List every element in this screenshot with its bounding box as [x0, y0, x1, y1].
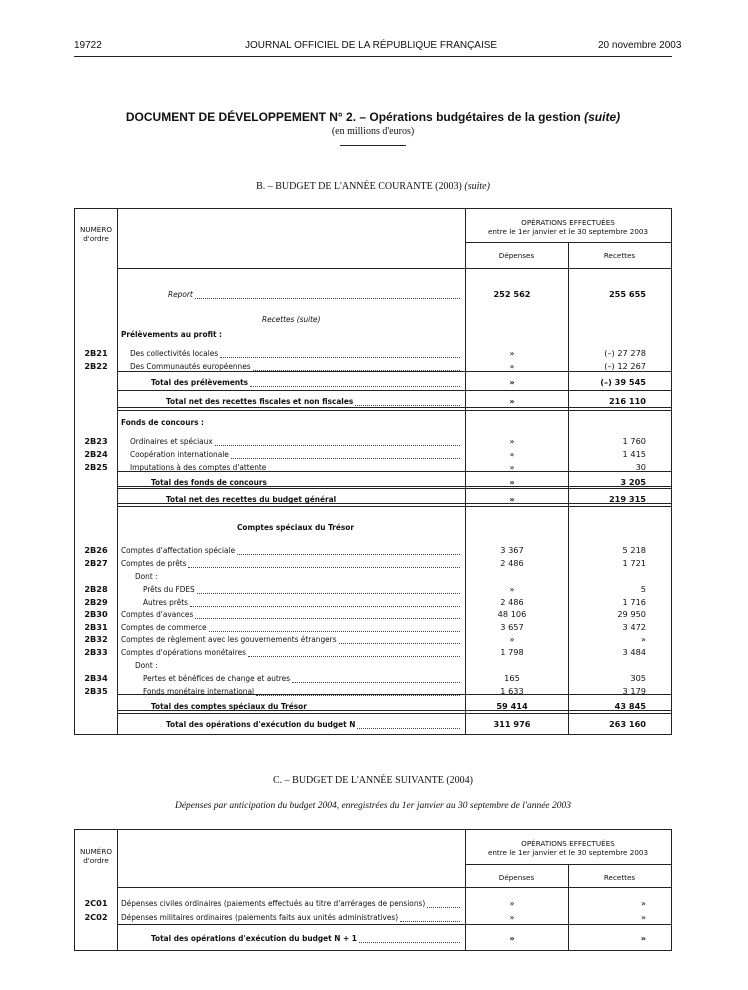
dotted-leader [220, 357, 460, 358]
depenses-header-c: Dépenses [498, 873, 535, 882]
recettes-value: 43 845 [614, 701, 646, 711]
operations-header [465, 218, 671, 236]
depenses-value: » [509, 912, 515, 922]
dotted-leader [250, 386, 460, 387]
recettes-value: 5 218 [622, 545, 646, 555]
dotted-leader [427, 907, 460, 908]
ordre-label: d'ordre [83, 234, 109, 243]
section-c-subtitle: Dépenses par anticipation du budget 2004, enregistrées du 1er janvier au 30 septembre de l'année 2003 [174, 801, 572, 811]
separator [117, 486, 671, 487]
row-label: Total des fonds de concours [151, 477, 267, 487]
depenses-value: » [509, 361, 515, 371]
table-b-subhead-rule [465, 242, 671, 243]
recettes-value: 3 484 [622, 647, 646, 657]
depenses-value: 1 798 [500, 647, 524, 657]
depenses-value: 48 106 [497, 609, 527, 619]
recettes-value: 263 160 [608, 719, 646, 729]
row-label: Fonds de concours : [121, 417, 204, 427]
row-code: 2B32 [84, 634, 108, 644]
page-date: 20 novembre 2003 [598, 40, 682, 51]
dotted-leader [197, 593, 460, 594]
dotted-leader [195, 298, 460, 299]
row-code: 2B25 [84, 462, 108, 472]
depenses-value: » [509, 477, 515, 487]
row-code: 2B24 [84, 449, 108, 459]
depenses-value: » [509, 377, 515, 387]
depenses-value: » [509, 898, 515, 908]
depenses-value: » [509, 449, 515, 459]
separator [117, 371, 671, 372]
row-label: Comptes de règlement avec les gouvernements étrangers [121, 634, 337, 644]
dotted-leader [215, 445, 460, 446]
section-b-heading [74, 181, 672, 192]
row-label: Comptes spéciaux du Trésor [237, 522, 354, 532]
row-label: Coopération internationale [130, 449, 229, 459]
row-code: 2C01 [84, 898, 108, 908]
depenses-value: » [509, 494, 515, 504]
dotted-leader [248, 656, 460, 657]
depenses-value: 3 367 [500, 545, 524, 555]
row-code: 2B33 [84, 647, 108, 657]
recettes-value: 219 315 [608, 494, 646, 504]
row-code: 2B35 [84, 686, 108, 696]
recettes-value: 255 655 [608, 289, 646, 299]
section-b-heading-text: B. – BUDGET DE L'ANNÉE COURANTE (2003) [256, 181, 462, 192]
dotted-leader [231, 458, 460, 459]
row-label: Total des opérations d'exécution du budget N + 1 [151, 933, 357, 943]
row-code: 2B28 [84, 584, 108, 594]
row-label: Dont : [135, 571, 158, 581]
title-rule [340, 145, 406, 146]
recettes-value: 29 950 [617, 609, 646, 619]
recettes-value: » [640, 933, 646, 943]
separator [117, 924, 671, 925]
separator [117, 694, 671, 695]
row-label: Dépenses militaires ordinaires (paiements faits aux unités administratives) [121, 912, 399, 922]
numero-label: NUMÉRO [79, 847, 113, 856]
period-label: entre le 1er janvier et le 30 septembre 2003 [487, 848, 649, 857]
table-c-subhead-rule [465, 864, 671, 865]
row-code: 2C02 [84, 912, 108, 922]
depenses-value: » [509, 933, 515, 943]
recettes-value: 1 415 [622, 449, 646, 459]
dotted-leader [209, 631, 460, 632]
depenses-value: 2 486 [500, 558, 524, 568]
separator [117, 506, 671, 507]
depenses-value: » [509, 348, 515, 358]
row-label: Recettes (suite) [262, 314, 321, 324]
row-code: 2B29 [84, 597, 108, 607]
row-label: Prêts du FDES [143, 584, 195, 594]
recettes-value: (–) 39 545 [600, 377, 646, 387]
row-label: Comptes de commerce [121, 622, 207, 632]
row-code: 2B26 [84, 545, 108, 555]
dotted-leader [357, 728, 460, 729]
row-label: Ordinaires et spéciaux [130, 436, 213, 446]
row-label: Total net des recettes fiscales et non fiscales [166, 396, 354, 406]
recettes-value: (–) 12 267 [604, 361, 646, 371]
separator [117, 488, 671, 489]
dotted-leader [355, 405, 460, 406]
dotted-leader [359, 942, 460, 943]
separator [117, 390, 671, 391]
row-code: 2B22 [84, 361, 108, 371]
recettes-value: » [640, 634, 646, 644]
section-c-heading: C. – BUDGET DE L'ANNÉE SUIVANTE (2004) [272, 775, 474, 786]
row-label: Total des opérations d'exécution du budget N [166, 719, 356, 729]
depenses-header: Dépenses [498, 251, 535, 260]
row-code: 2B27 [84, 558, 108, 568]
row-label: Comptes de prêts [121, 558, 187, 568]
numero-header [76, 225, 116, 243]
recettes-value: 3 179 [622, 686, 646, 696]
depenses-value: 165 [504, 673, 520, 683]
depenses-value: 59 414 [496, 701, 528, 711]
row-label: Pertes et bénéfices de change et autres [143, 673, 291, 683]
document-title [74, 110, 672, 124]
recettes-value: 5 [640, 584, 646, 594]
row-label: Comptes d'affectation spéciale [121, 545, 236, 555]
depenses-value: » [509, 584, 515, 594]
recettes-value: 3 472 [622, 622, 646, 632]
recettes-header-c: Recettes [603, 873, 636, 882]
period-label: entre le 1er janvier et le 30 septembre 2003 [487, 227, 649, 236]
row-label: Des Communautés européennes [130, 361, 251, 371]
separator [117, 710, 671, 711]
row-label: Report [168, 289, 193, 299]
row-label: Autres prêts [143, 597, 188, 607]
depenses-value: » [509, 462, 515, 472]
row-code: 2B34 [84, 673, 108, 683]
recettes-value: 305 [630, 673, 646, 683]
separator [117, 503, 671, 504]
journal-title: JOURNAL OFFICIEL DE LA RÉPUBLIQUE FRANÇAISE [245, 40, 498, 51]
row-label: Fonds monétaire international [143, 686, 255, 696]
recettes-value: 1 716 [622, 597, 646, 607]
row-label: Dépenses civiles ordinaires (paiements effectués au titre d'arrérages de pensions) [121, 898, 426, 908]
unit-note: (en millions d'euros) [331, 126, 415, 137]
row-label: Des collectivités locales [130, 348, 219, 358]
row-label: Dont : [135, 660, 158, 670]
row-label: Total des prélèvements [151, 377, 248, 387]
table-c-code-divider [117, 829, 118, 950]
dotted-leader [256, 695, 460, 696]
depenses-value: » [509, 396, 515, 406]
depenses-value: » [509, 436, 515, 446]
table-c-head-rule [117, 887, 671, 888]
recettes-value: 216 110 [608, 396, 646, 406]
ordre-label: d'ordre [83, 856, 109, 865]
recettes-value: » [640, 898, 646, 908]
operations-label: OPÉRATIONS EFFECTUÉES [521, 839, 615, 848]
section-b-heading-suite: (suite) [464, 181, 490, 192]
row-label: Total net des recettes du budget général [166, 494, 337, 504]
depenses-value: 1 633 [500, 686, 524, 696]
page-number: 19722 [74, 40, 102, 51]
dotted-leader [237, 554, 460, 555]
separator [117, 471, 671, 472]
row-label: Imputations à des comptes d'attente [130, 462, 267, 472]
dotted-leader [292, 682, 460, 683]
depenses-value: 311 976 [493, 719, 531, 729]
recettes-value: 1 721 [622, 558, 646, 568]
row-code: 2B30 [84, 609, 108, 619]
recettes-value: 3 205 [620, 477, 646, 487]
depenses-value: 3 657 [500, 622, 524, 632]
table-b-head-rule [117, 268, 671, 269]
operations-header-c [465, 839, 671, 857]
separator [117, 713, 671, 714]
numero-label: NUMÉRO [79, 225, 113, 234]
row-label: Prélèvements au profit : [121, 329, 223, 339]
recettes-value: » [640, 912, 646, 922]
depenses-value: » [509, 634, 515, 644]
dotted-leader [188, 567, 460, 568]
operations-label: OPÉRATIONS EFFECTUÉES [521, 218, 615, 227]
dotted-leader [339, 643, 460, 644]
recettes-value: (–) 27 278 [604, 348, 646, 358]
dotted-leader [195, 618, 460, 619]
row-code: 2B21 [84, 348, 108, 358]
numero-header-c [76, 847, 116, 865]
row-code: 2B31 [84, 622, 108, 632]
recettes-value: 30 [635, 462, 646, 472]
row-label: Comptes d'opérations monétaires [121, 647, 246, 657]
document-title-main: DOCUMENT DE DÉVELOPPEMENT N° 2. – Opérations budgétaires de la gestion [125, 110, 581, 124]
recettes-value: 1 760 [622, 436, 646, 446]
row-label: Total des comptes spéciaux du Trésor [151, 701, 307, 711]
separator [117, 410, 671, 411]
dotted-leader [400, 921, 460, 922]
header-rule [74, 56, 672, 57]
row-code: 2B23 [84, 436, 108, 446]
row-label: Comptes d'avances [121, 609, 194, 619]
depenses-value: 252 562 [493, 289, 531, 299]
dotted-leader [190, 606, 460, 607]
separator [117, 407, 671, 408]
recettes-header: Recettes [603, 251, 636, 260]
document-title-suite: (suite) [584, 110, 621, 124]
depenses-value: 2 486 [500, 597, 524, 607]
